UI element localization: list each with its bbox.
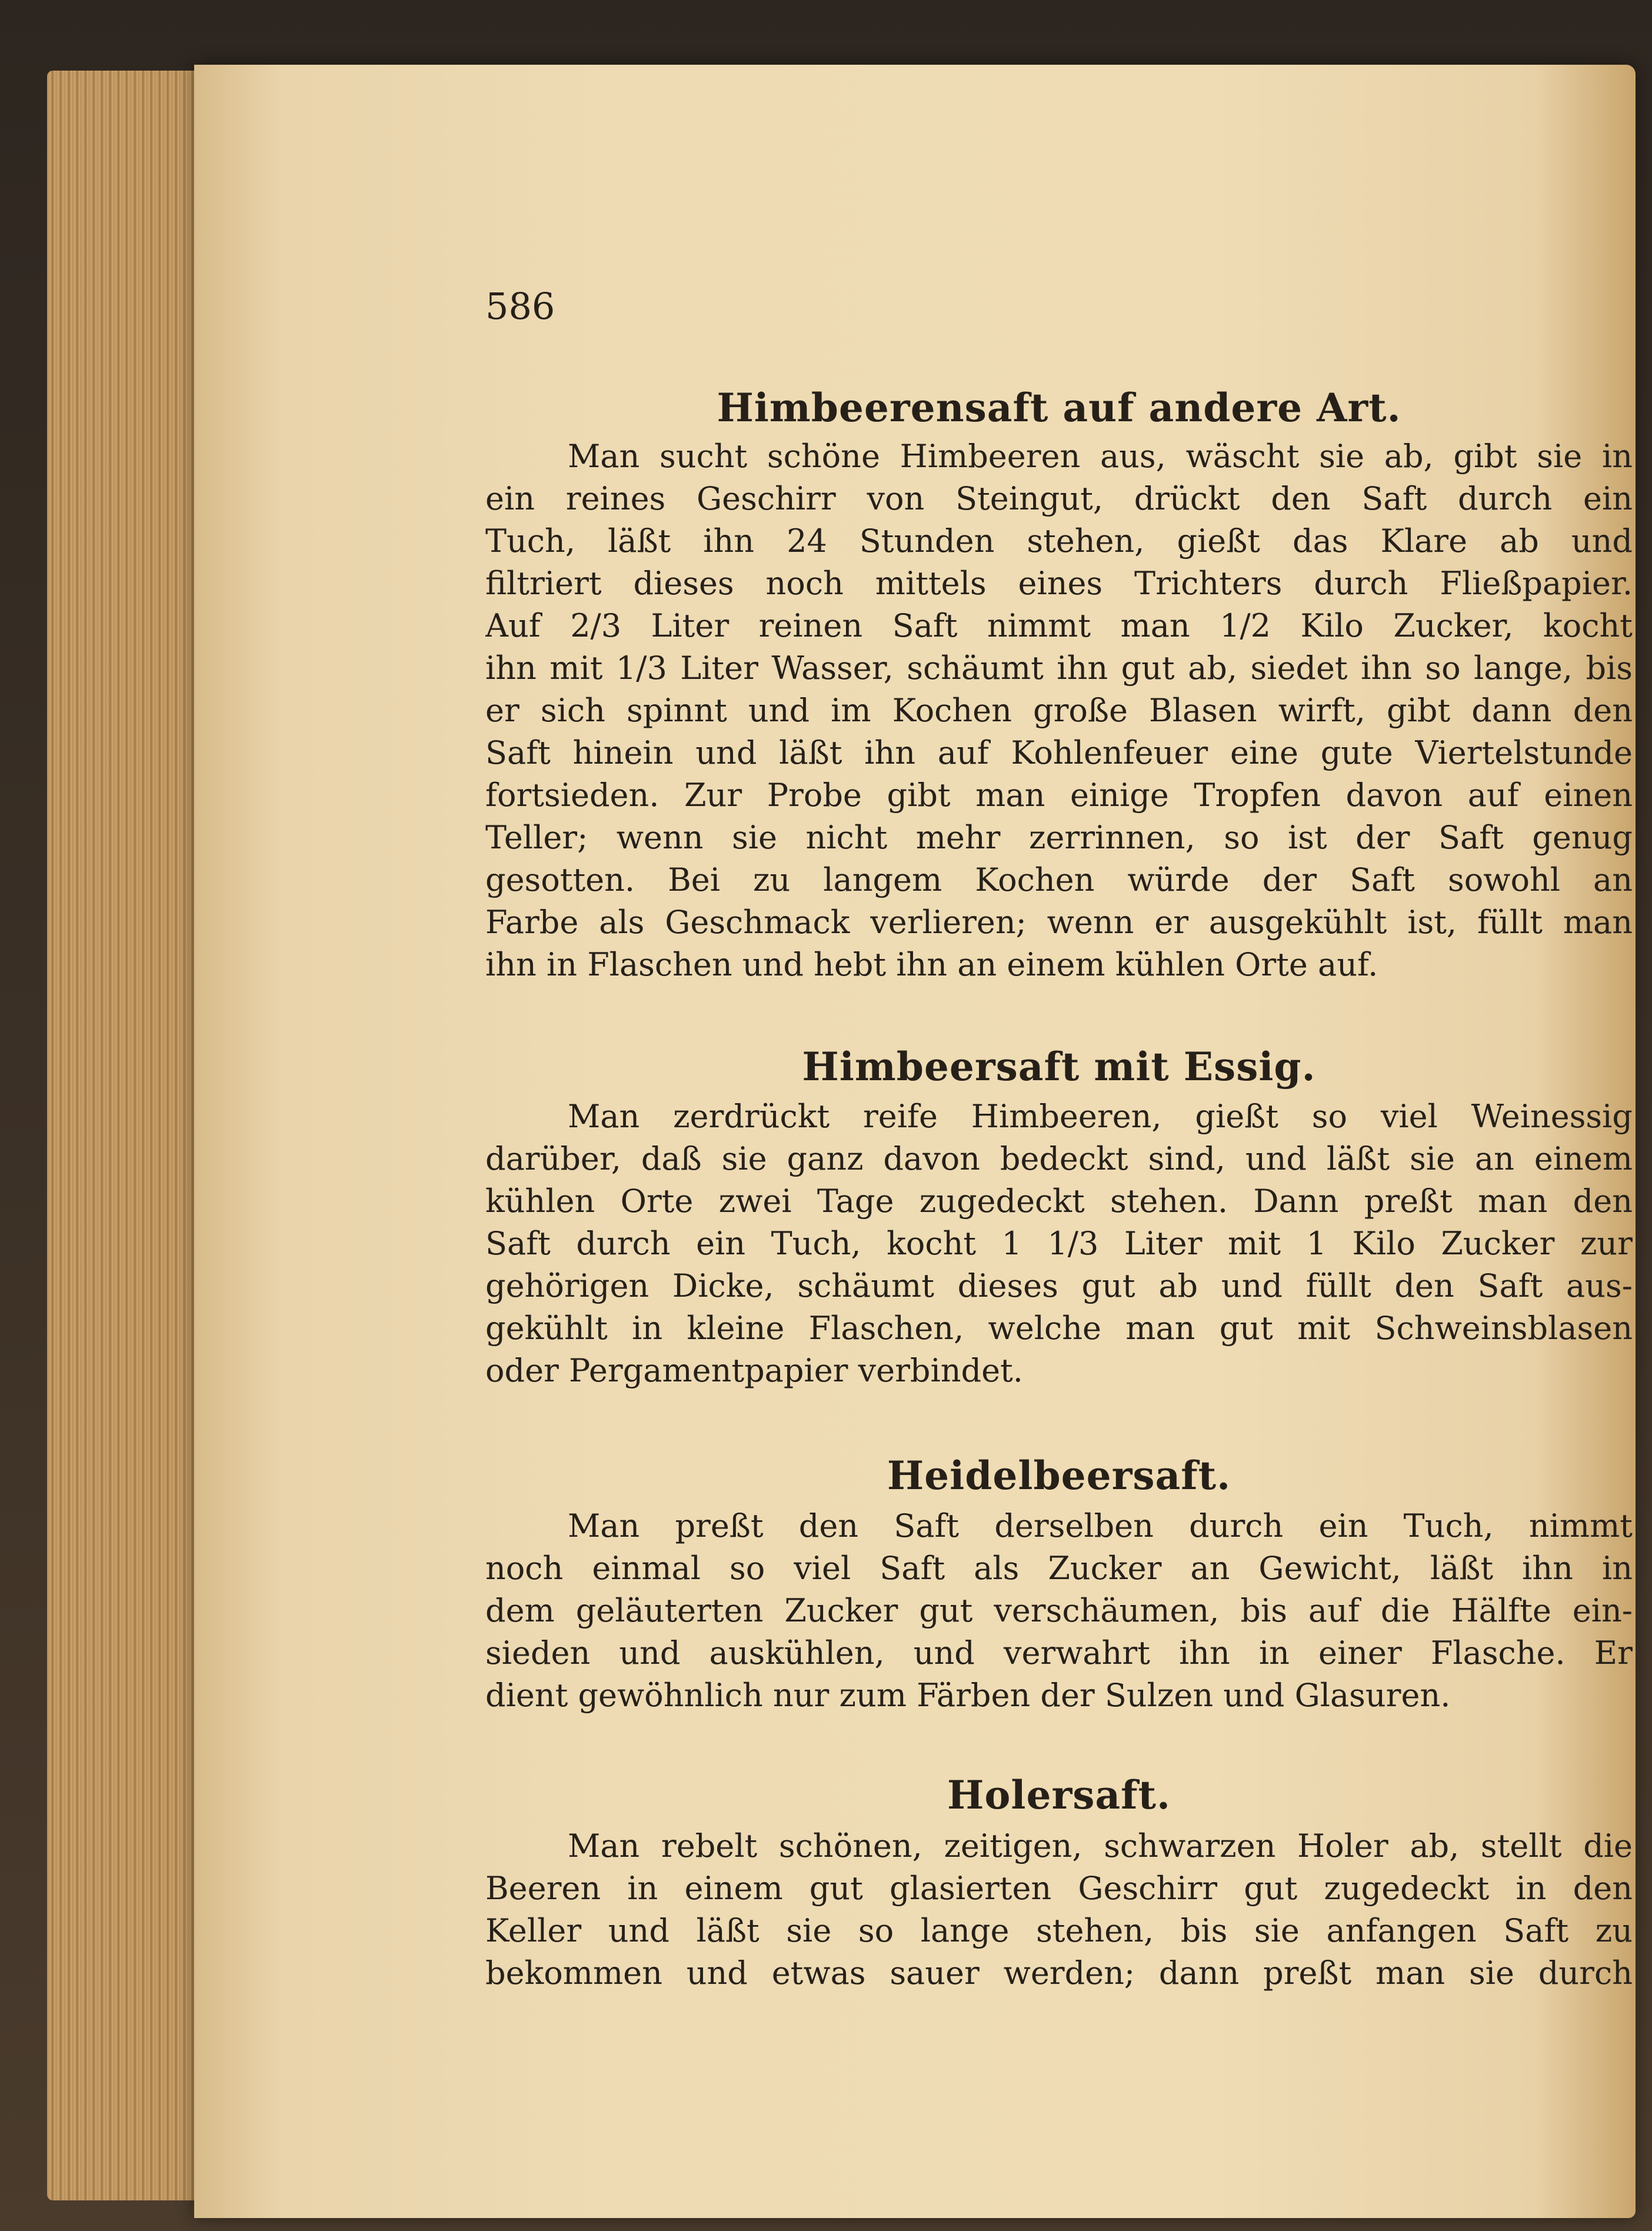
text-line: kühlen Orte zwei Tage zugedeckt stehen. Dann preßt man den [485,1183,1633,1220]
text-line: fortsieden. Zur Probe gibt man einige Tropfen davon auf einen [485,777,1633,814]
section-body-raspberry-vinegar [485,1095,1633,1392]
text-line: filtriert dieses noch mittels eines Trichters durch Fließpapier. [485,565,1633,602]
text-line: Beeren in einem gut glasierten Geschirr gut zugedeckt in den [485,1870,1633,1907]
text-line: Saft durch ein Tuch, kocht 1 1/3 Liter mit 1 Kilo Zucker zur [485,1225,1633,1262]
text-line: gehörigen Dicke, schäumt dieses gut ab und füllt den Saft aus- [485,1267,1633,1304]
text-line: Tuch, läßt ihn 24 Stunden stehen, gießt das Klare ab und [485,522,1633,560]
text-line: Man zerdrückt reife Himbeeren, gießt so viel Weinessig [568,1098,1633,1135]
page-number: 586 [485,285,555,328]
text-line: ihn in Flaschen und hebt ihn an einem kühlen Orte auf. [485,946,1378,983]
text-line: Keller und läßt sie so lange stehen, bis sie anfangen Saft zu [485,1912,1633,1949]
text-line: oder Pergamentpapier verbindet. [485,1352,1023,1389]
text-line: ein reines Geschirr von Steingut, drückt den Saft durch ein [485,480,1633,517]
section-heading-raspberry-juice-other: Himbeerensaft auf andere Art. [717,385,1401,431]
book-page [194,65,1636,2218]
page-text-area [485,285,1633,2231]
text-line: darüber, daß sie ganz davon bedeckt sind, und läßt sie an einem [485,1140,1633,1177]
text-line: ihn mit 1/3 Liter Wasser, schäumt ihn gut ab, siedet ihn so lange, bis [485,650,1633,687]
section-heading-elder-juice: Holersaft. [947,1772,1171,1818]
text-line: Saft hinein und läßt ihn auf Kohlenfeuer eine gute Viertelstunde [485,734,1633,771]
text-line: Auf 2/3 Liter reinen Saft nimmt man 1/2 Kilo Zucker, kocht [485,607,1633,644]
text-line: Man sucht schöne Himbeeren aus, wäscht sie ab, gibt sie in [568,438,1633,475]
text-line: dient gewöhnlich nur zum Färben der Sulzen und Glasuren. [485,1677,1451,1714]
text-line: bekommen und etwas sauer werden; dann preßt man sie durch [485,1954,1633,1992]
section-body-blueberry-juice [485,1505,1633,1717]
text-line: noch einmal so viel Saft als Zucker an Gewicht, läßt ihn in [485,1550,1633,1587]
text-line: er sich spinnt und im Kochen große Blasen wirft, gibt dann den [485,692,1633,729]
text-line: sieden und auskühlen, und verwahrt ihn in einer Flasche. Er [485,1634,1633,1671]
section-body-elder-juice [485,1825,1633,1994]
text-line: Man rebelt schönen, zeitigen, schwarzen Holer ab, stellt die [568,1827,1633,1864]
text-line: Teller; wenn sie nicht mehr zerrinnen, so ist der Saft genug [485,819,1633,856]
section-heading-blueberry-juice: Heidelbeersaft. [887,1453,1231,1499]
text-line: dem geläuterten Zucker gut verschäumen, bis auf die Hälfte ein- [485,1592,1633,1629]
section-heading-raspberry-vinegar: Himbeersaft mit Essig. [802,1044,1316,1090]
section-body-raspberry-juice-other [485,435,1633,986]
text-line: Farbe als Geschmack verlieren; wenn er ausgekühlt ist, füllt man [485,904,1633,941]
text-line: gekühlt in kleine Flaschen, welche man gut mit Schweinsblasen [485,1310,1633,1347]
text-line: Man preßt den Saft derselben durch ein Tuch, nimmt [568,1507,1633,1544]
text-line: gesotten. Bei zu langem Kochen würde der Saft sowohl an [485,861,1633,898]
